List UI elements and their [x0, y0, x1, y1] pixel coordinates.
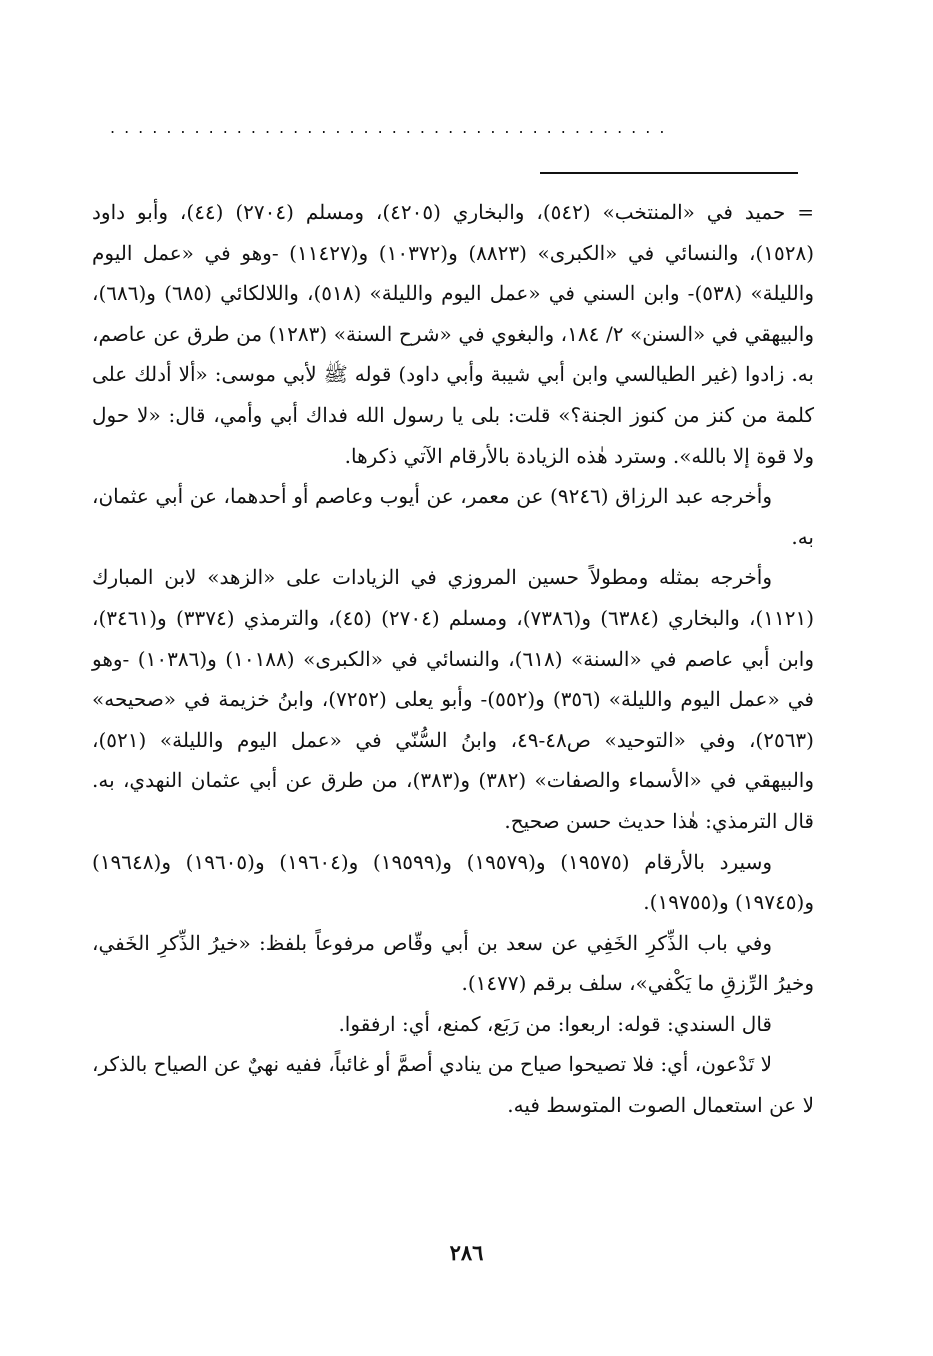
paragraph-4: وسيرد بالأرقام (١٩٥٧٥) و(١٩٥٧٩) و(١٩٥٩٩) و(١٩٦٠٤) و(١٩٦٠٥) و(١٩٦٤٨) و(١٩٧٤٥) و(١٩٧٥٥). — [92, 849, 814, 915]
paragraph-3: وأخرجه بمثله ومطولاً حسين المروزي في الزيادات على «الزهد» لابن المبارك (١١٢١)، والبخاري (٦٣٨٤) و(٧٣٨٦)، ومسلم (٢٧٠٤) (٤٥)، والترمذي (٣٣٧٤) و(٣٤٦١)، وابن أبي عاصم في «السنة» (٦١٨)، والنسائي في «الكبرى» (١٠١٨٨) و(١٠٣٨٦) -وهو في «عمل اليوم والليلة» (٣٥٦) و(٥٥٢)- وأبو يعلى (٧٢٥٢)، وابنُ خزيمة في «صحيحه» (٢٥٦٣)، وفي «التوحيد» ص٤٨-٤٩، وابنُ السُّنّي في «عمل اليوم والليلة» (٥٢١)، والبيهقي في «الأسماء والصفات» (٣٨٢) و(٣٨٣)، من طرق عن أبي عثمان النهدي، به. قال الترمذي: هٰذا حديث حسن صحيح. — [92, 565, 815, 833]
dotted-separator: ........................................ — [110, 118, 674, 137]
paragraph-2: وأخرجه عبد الرزاق (٩٢٤٦) عن معمر، عن أيوب وعاصم أو أحدهما، عن أبي عثمان، به. — [92, 484, 814, 549]
paragraph-1: = حميد في «المنتخب» (٥٤٢)، والبخاري (٤٢٠٥)، ومسلم (٢٧٠٤) (٤٤)، وأبو داود (١٥٢٨)، والنسائي في «الكبرى» (٨٨٢٣) و(١٠٣٧٢) و(١١٤٢٧) -وهو في «عمل اليوم والليلة» (٥٣٨)- وابن السني في «عمل اليوم والليلة» (٥١٨)، واللالكائي (٦٨٥) و(٦٨٦)، والبيهقي في «السنن» ٢/ ١٨٤، والبغوي في «شرح السنة» (١٢٨٣) من طرق عن عاصم، به. زادوا (غير الطيالسي وابن أبي شيبة وأبي داود) قوله ﷺ لأبي موسى: «ألا أدلك على كلمة من كنز من كنوز الجنة؟» قلت: بلى يا رسول الله فداك أبي وأمي، قال: «لا حول ولا قوة إلا بالله». وسترد هٰذه الزيادة بالأرقام الآتي ذكرها. — [92, 200, 815, 468]
footnote-text — [92, 192, 814, 1126]
paragraph-5: وفي باب الذِّكرِ الخَفِي عن سعد بن أبي وقّاص مرفوعاً بلفظ: «خيرُ الذِّكرِ الخَفي، وخيرُ الرِّزقِ ما يَكْفي»، سلف برقم (١٤٧٧). — [92, 930, 814, 996]
paragraph-6: قال السندي: قوله: اربعوا: من رَبَع، كمنع، أي: ارفقوا. — [338, 1011, 772, 1036]
page-number: ٢٨٦ — [449, 1240, 484, 1265]
footnote-rule — [540, 172, 798, 174]
paragraph-7: لا تَدْعون، أي: فلا تصيحوا صياح من ينادي أصمَّ أو غائباً، ففيه نهيٌ عن الصياح بالذكر، لا عن استعمال الصوت المتوسط فيه. — [92, 1052, 814, 1118]
